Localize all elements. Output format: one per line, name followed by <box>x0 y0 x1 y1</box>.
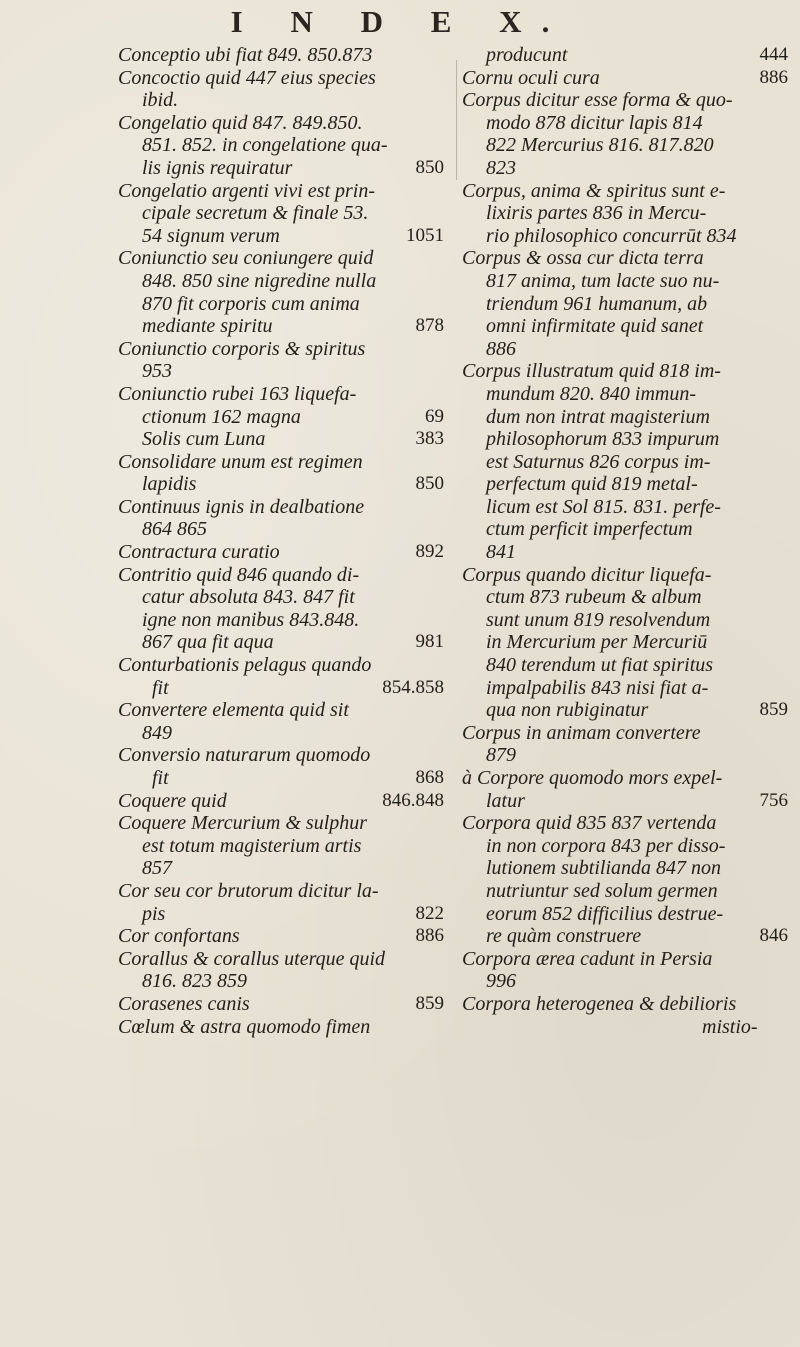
index-entry-line <box>118 518 450 541</box>
entry-text: Corpora ærea cadunt in Persia <box>462 947 713 970</box>
entry-text: 840 terendum ut fiat spiritus <box>486 654 714 677</box>
page-reference: 859 <box>759 699 788 721</box>
index-entry-line <box>462 541 794 564</box>
entry-text: Contritio quid 846 quando di- <box>118 563 360 586</box>
entry-text: Corpus quando dicitur liquefa- <box>462 563 712 586</box>
entry-text: Concoctio quid 447 eius species <box>118 66 376 89</box>
index-entry-line <box>462 518 794 541</box>
index-entry-line <box>118 835 450 858</box>
entry-text: in non corpora 843 per disso- <box>486 834 726 857</box>
entry-text: eorum 852 difficilius destrue- <box>486 902 724 925</box>
entry-text: Consolidare unum est regimen <box>118 450 363 473</box>
page-reference: 444 <box>759 44 788 65</box>
entry-text: fit <box>152 767 169 789</box>
index-entry-line <box>118 699 450 722</box>
index-entry-line <box>462 1016 794 1039</box>
entry-text: Coniunctio rubei 163 liquefa- <box>118 382 357 405</box>
index-entry-line <box>118 338 450 361</box>
entry-text: 864 865 <box>142 518 207 541</box>
index-entry-line <box>118 903 450 926</box>
index-entry-line <box>118 315 450 338</box>
entry-text: Contractura curatio <box>118 541 280 564</box>
index-entry-line <box>462 225 794 248</box>
page-reference: 892 <box>415 541 444 563</box>
index-column-right <box>462 44 794 1038</box>
paper-crease <box>456 60 457 180</box>
entry-text: igne non manibus 843.848. <box>142 608 360 631</box>
index-entry-line <box>462 948 794 971</box>
index-entry-line <box>118 157 450 180</box>
entry-text: triendum 961 humanum, ab <box>486 292 708 315</box>
entry-text: Cor confortans <box>118 925 240 948</box>
entry-text: Solis cum Luna <box>142 428 266 451</box>
entry-text: rio philosophico concurrūt 834 <box>486 224 737 247</box>
index-entry-line <box>462 67 794 90</box>
index-entry-line <box>118 631 450 654</box>
index-entry-line <box>462 180 794 203</box>
entry-text: lixiris partes 836 in Mercu- <box>486 202 707 225</box>
index-entry-line <box>462 586 794 609</box>
page-header: I N D E X. <box>230 4 570 39</box>
index-entry-line <box>462 654 794 677</box>
entry-text: Coniunctio seu coniungere quid <box>118 247 374 270</box>
entry-text: lutionem subtilianda 847 non <box>486 857 721 880</box>
index-entry-line <box>118 360 450 383</box>
entry-text: est totum magisterium artis <box>142 834 362 857</box>
entry-text: ctum 873 rubeum & album <box>486 586 702 609</box>
page-reference: 383 <box>415 428 444 450</box>
index-entry-line <box>462 744 794 767</box>
page-reference: 846.848 <box>382 789 444 811</box>
entry-text: Conversio naturarum quomodo <box>118 744 371 767</box>
entry-text: 857 <box>142 857 172 880</box>
index-entry-line <box>462 247 794 270</box>
entry-text: ctum perficit imperfectum <box>486 518 693 541</box>
index-entry-line <box>462 360 794 383</box>
entry-text: cipale secretum & finale 53. <box>142 202 369 225</box>
entry-text: 870 fit corporis cum anima <box>142 292 360 315</box>
index-entry-line <box>462 925 794 948</box>
entry-text: licum est Sol 815. 831. perfe- <box>486 495 721 518</box>
entry-text: 823 <box>486 156 516 179</box>
index-entry-line <box>118 744 450 767</box>
index-entry-line <box>118 677 450 700</box>
index-entry-line <box>462 428 794 451</box>
entry-text: Corasenes canis <box>118 992 250 1015</box>
entry-text: Continuus ignis in dealbatione <box>118 495 365 518</box>
index-entry-line <box>118 134 450 157</box>
page-reference: 886 <box>759 66 788 88</box>
index-entry-line <box>462 631 794 654</box>
entry-text: Cor seu cor brutorum dicitur la- <box>118 879 379 902</box>
entry-text: 817 anima, tum lacte suo nu- <box>486 269 720 292</box>
entry-text: latur <box>486 789 525 812</box>
entry-text: lapidis <box>142 473 197 496</box>
index-entry-line <box>118 496 450 519</box>
index-entry-line <box>118 451 450 474</box>
index-entry-line <box>118 383 450 406</box>
entry-text: 54 signum verum <box>142 224 280 247</box>
index-entry-line <box>462 812 794 835</box>
index-entry-line <box>462 903 794 926</box>
index-entry-line <box>118 586 450 609</box>
entry-text: fit <box>152 676 169 699</box>
page-reference: 850 <box>415 156 444 178</box>
index-entry-line <box>118 44 450 67</box>
entry-text: perfectum quid 819 metal- <box>486 473 698 496</box>
entry-text: philosophorum 833 impurum <box>486 428 720 451</box>
page-reference: 822 <box>415 902 444 924</box>
entry-text: Convertere elementa quid sit <box>118 699 349 722</box>
index-entry-line <box>462 270 794 293</box>
index-entry-line <box>118 925 450 948</box>
entry-text: mundum 820. 840 immun- <box>486 382 696 405</box>
entry-text: est Saturnus 826 corpus im- <box>486 450 711 473</box>
entry-text: Corpus illustratum quid 818 im- <box>462 360 721 383</box>
index-entry-line <box>462 790 794 813</box>
index-entry-line <box>118 225 450 248</box>
page-reference: 854.858 <box>382 676 444 698</box>
page-reference: 846 <box>759 925 788 947</box>
index-entry-line <box>118 406 450 429</box>
page-reference: 1051 <box>406 224 444 246</box>
index-entry-line <box>118 993 450 1016</box>
entry-text: impalpabilis 843 nisi fiat a- <box>486 676 709 699</box>
index-entry-line <box>118 790 450 813</box>
index-entry-line <box>118 67 450 90</box>
entry-text: mistio- <box>702 1015 758 1038</box>
page-reference: 886 <box>415 925 444 947</box>
entry-text: Corpus in animam convertere <box>462 721 701 744</box>
index-entry-line <box>118 857 450 880</box>
entry-text: omni infirmitate quid sanet <box>486 315 704 338</box>
entry-text: Congelatio quid 847. 849.850. <box>118 111 363 134</box>
index-entry-line <box>118 247 450 270</box>
index-entry-line <box>462 722 794 745</box>
index-entry-line <box>462 609 794 632</box>
index-entry-line <box>118 180 450 203</box>
entry-text: 848. 850 sine nigredine nulla <box>142 269 377 292</box>
index-entry-line <box>118 473 450 496</box>
index-entry-line <box>462 677 794 700</box>
entry-text: 953 <box>142 360 172 383</box>
page-reference: 756 <box>759 789 788 811</box>
index-entry-line <box>462 202 794 225</box>
index-entry-line <box>462 767 794 790</box>
index-entry-line <box>462 699 794 722</box>
entry-text: dum non intrat magisterium <box>486 405 710 428</box>
entry-text: 841 <box>486 541 516 564</box>
entry-text: re quàm construere <box>486 925 642 948</box>
entry-text: ctionum 162 magna <box>142 405 301 428</box>
index-entry-line <box>118 722 450 745</box>
entry-text: mediante spiritu <box>142 315 273 338</box>
index-entry-line <box>462 857 794 880</box>
entry-text: 886 <box>486 337 516 360</box>
entry-text: ibid. <box>142 89 179 112</box>
entry-text: lis ignis requiratur <box>142 156 293 179</box>
index-entry-line <box>462 44 794 67</box>
index-column-left <box>118 44 450 1038</box>
index-entry-line <box>118 112 450 135</box>
index-entry-line <box>462 157 794 180</box>
entry-text: 849 <box>142 721 172 744</box>
index-entry-line <box>118 202 450 225</box>
index-entry-line <box>118 428 450 451</box>
entry-text: Coquere Mercurium & sulphur <box>118 812 368 835</box>
entry-text: Conceptio ubi fiat 849. 850.873 <box>118 44 373 66</box>
index-entry-line <box>462 451 794 474</box>
entry-text: catur absoluta 843. 847 fit <box>142 586 355 609</box>
index-entry-line <box>462 496 794 519</box>
entry-text: Coniunctio corporis & spiritus <box>118 337 366 360</box>
entry-text: Corpora quid 835 837 vertenda <box>462 812 717 835</box>
page-reference: 850 <box>415 473 444 495</box>
index-entry-line <box>462 564 794 587</box>
index-entry-line <box>462 406 794 429</box>
entry-text: Cornu oculi cura <box>462 66 600 89</box>
index-entry-line <box>462 970 794 993</box>
entry-text: à Corpore quomodo mors expel- <box>462 767 723 789</box>
index-entry-line <box>118 880 450 903</box>
entry-text: producunt <box>486 44 568 66</box>
entry-text: Corallus & corallus uterque quid <box>118 947 386 970</box>
page-reference: 859 <box>415 992 444 1014</box>
page-reference: 878 <box>415 315 444 337</box>
entry-text: Congelatio argenti vivi est prin- <box>118 179 376 202</box>
entry-text: Corpus dicitur esse forma & quo- <box>462 89 733 112</box>
index-entry-line <box>118 948 450 971</box>
entry-text: pis <box>142 902 166 925</box>
entry-text: nutriuntur sed solum germen <box>486 879 718 902</box>
index-entry-line <box>118 767 450 790</box>
entry-text: Conturbationis pelagus quando <box>118 654 372 677</box>
index-entry-line <box>118 89 450 112</box>
index-entry-line <box>462 473 794 496</box>
index-entry-line <box>462 880 794 903</box>
index-entry-line <box>118 541 450 564</box>
index-entry-line <box>118 812 450 835</box>
index-entry-line <box>118 293 450 316</box>
index-entry-line <box>462 835 794 858</box>
entry-text: sunt unum 819 resolvendum <box>486 608 711 631</box>
index-entry-line <box>118 654 450 677</box>
entry-text: in Mercurium per Mercuriū <box>486 631 708 654</box>
entry-text: qua non rubiginatur <box>486 699 649 722</box>
entry-text: 996 <box>486 970 516 993</box>
index-entry-line <box>118 609 450 632</box>
entry-text: Cœlum & astra quomodo fimen <box>118 1015 371 1038</box>
entry-text: 816. 823 859 <box>142 970 247 993</box>
index-entry-line <box>462 993 794 1016</box>
index-entry-line <box>462 293 794 316</box>
index-entry-line <box>118 270 450 293</box>
index-entry-line <box>118 564 450 587</box>
index-entry-line <box>462 383 794 406</box>
entry-text: modo 878 dicitur lapis 814 <box>486 111 703 134</box>
index-entry-line <box>118 970 450 993</box>
entry-text: Corpus, anima & spiritus sunt e- <box>462 179 726 202</box>
index-entry-line <box>462 315 794 338</box>
page-reference: 868 <box>415 767 444 788</box>
entry-text: Corpus & ossa cur dicta terra <box>462 247 704 270</box>
entry-text: 851. 852. in congelatione qua- <box>142 134 388 157</box>
index-entry-line <box>462 112 794 135</box>
entry-text: Coquere quid <box>118 789 227 812</box>
page-reference: 981 <box>415 631 444 653</box>
page-reference: 69 <box>425 405 444 427</box>
entry-text: 879 <box>486 744 516 767</box>
index-entry-line <box>118 1016 450 1039</box>
entry-text: 867 qua fit aqua <box>142 631 274 654</box>
entry-text: Corpora heterogenea & debilioris <box>462 992 737 1015</box>
entry-text: 822 Mercurius 816. 817.820 <box>486 134 714 157</box>
index-entry-line <box>462 134 794 157</box>
index-entry-line <box>462 338 794 361</box>
index-entry-line <box>462 89 794 112</box>
